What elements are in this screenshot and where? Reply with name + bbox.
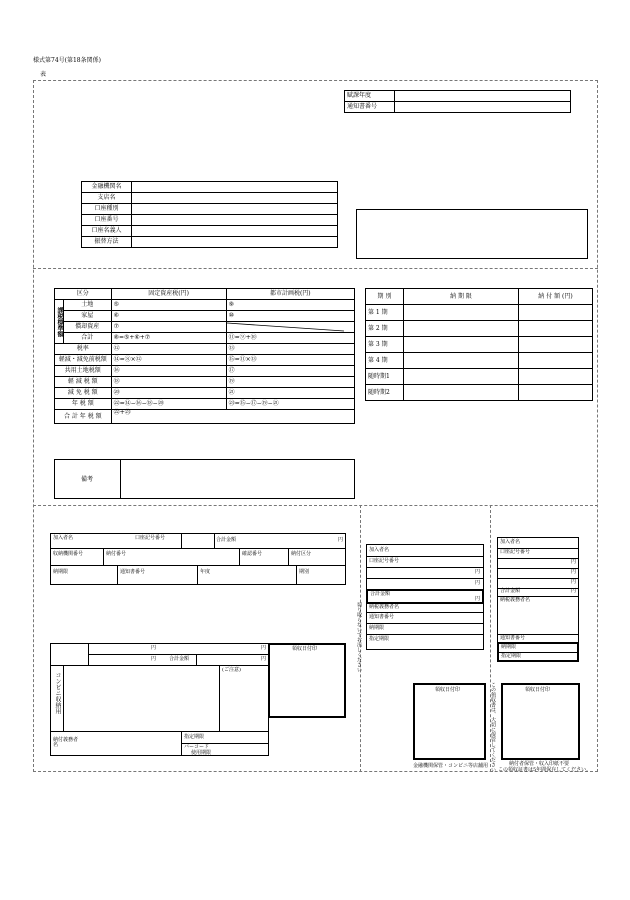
- period-3: 第 3 期: [366, 337, 404, 353]
- period-4: 第 4 期: [366, 353, 404, 369]
- remarks-label: 備考: [81, 476, 94, 483]
- row-land-fixed: ⑤: [111, 300, 226, 311]
- conv-yen-4: 円: [261, 656, 267, 662]
- row-shared-label: 共用土地税額: [55, 366, 112, 377]
- right-obligor: 納税義務者名: [500, 597, 531, 603]
- right-account: 口座記号番号: [500, 549, 531, 555]
- row-relief-label: 軽 減 税 額: [55, 377, 112, 388]
- row-house-label: 家屋: [64, 311, 112, 322]
- row-annual-city: ㉓=⑮−⑰−⑲−㉑: [226, 399, 354, 410]
- row-pre-city: ⑮=⑪×⑬: [226, 355, 354, 366]
- row-depreciable-label: 償却資産: [64, 322, 112, 333]
- conv-payer-name: 納付義務者名: [53, 737, 79, 748]
- conv-barcode-sub: 使用期限: [191, 750, 212, 756]
- branch-label: 支店名: [82, 193, 132, 204]
- right-payer: 加入者名: [500, 539, 521, 545]
- right-yen-1: 円: [571, 559, 577, 565]
- right-vertical-note: この領収書は、大切に保管してください: [490, 682, 496, 772]
- account-no-label: 口座番号: [82, 215, 132, 226]
- row-rate-city: ⑬: [226, 344, 354, 355]
- period-extra-1: 随時期1: [366, 369, 404, 385]
- right-yen-2: 円: [571, 569, 577, 575]
- col-period: 期 別: [366, 289, 404, 305]
- period-1: 第 1 期: [366, 305, 404, 321]
- slip-left-notice-no: 通知書番号: [120, 569, 146, 575]
- col-city: 都市計画税(円): [226, 289, 354, 300]
- mid-total: 合計金額: [370, 591, 391, 597]
- conv-note: (ご注意): [222, 667, 241, 673]
- mid-vertical-note: 切り取らないでお出しください: [356, 602, 362, 672]
- transfer-slip: [50, 533, 346, 585]
- address-box: [356, 209, 588, 259]
- account-holder-label: 口座名義人: [82, 226, 132, 237]
- right-yen-3: 円: [571, 579, 577, 585]
- row-pre-fixed: ⑭=⑧×⑫: [111, 355, 226, 366]
- col-due-date: 納 期 限: [404, 289, 519, 305]
- diagonal-line: [227, 322, 354, 332]
- right-designated: 指定期限: [501, 653, 522, 659]
- col-fixed: 固定資産税(円): [111, 289, 226, 300]
- conv-stamp-label: 領収日付印: [292, 646, 318, 652]
- conv-total-label: 合計金額: [169, 656, 190, 662]
- row-relief-city: ⑲: [226, 377, 354, 388]
- row-rate-fixed: ⑫: [111, 344, 226, 355]
- notice-info-table: [344, 90, 571, 113]
- slip-left-pay-no: 納付番号: [106, 551, 127, 557]
- basis-label: 課税標準額: [56, 306, 63, 337]
- row-relief-fixed: ⑱: [111, 377, 226, 388]
- mid-yen-3: 円: [475, 596, 481, 602]
- right-stamp-box: [501, 683, 580, 760]
- row-total-city: ⑪=⑨+⑩: [226, 333, 354, 344]
- conv-stamp-box: [268, 643, 346, 718]
- row-pre-label: 軽減・減免前税額: [55, 355, 112, 366]
- fold-line-2: [33, 505, 598, 506]
- fold-line-1: [33, 268, 598, 269]
- mid-bottom-note: 金融機関保管・コンビニ等店舗用: [413, 763, 489, 769]
- mid-account: 口座記号番号: [369, 558, 400, 564]
- slip-left-payer: 加入者名: [53, 535, 74, 541]
- row-exempt-city: ㉑: [226, 388, 354, 399]
- right-period-box: [497, 642, 579, 662]
- slip-left-collection-no: 収納機関番号: [53, 551, 84, 557]
- row-rate-label: 税率: [55, 344, 112, 355]
- slip-left-confirm-no: 確認番号: [242, 551, 263, 557]
- mid-designated: 指定期限: [369, 636, 390, 642]
- notice-no-label: 通知書番号: [345, 102, 395, 113]
- bank-name-label: 金融機関名: [82, 182, 132, 193]
- right-slip: [497, 537, 579, 662]
- slip-left-pay-kubun: 納付区分: [291, 551, 312, 557]
- right-period: 納期限: [501, 644, 517, 650]
- col-amount: 納 付 額 (円): [519, 289, 593, 305]
- row-land-label: 土地: [64, 300, 112, 311]
- row-annual-fixed: ㉒=⑭−⑯−⑱−⑳: [111, 399, 226, 410]
- right-yen-4: 円: [571, 588, 577, 594]
- installments-table: [365, 288, 593, 401]
- mid-total-box: [366, 589, 484, 604]
- slip-left-period: 納期限: [53, 569, 69, 575]
- row-house-fixed: ⑥: [111, 311, 226, 322]
- remarks-box: [54, 459, 355, 499]
- right-notice: 通知書番号: [500, 635, 526, 641]
- right-stamp-label: 領収日付印: [525, 687, 551, 693]
- conv-vertical-label: コンビニ収納用: [54, 672, 61, 714]
- conv-yen-2: 円: [261, 645, 267, 651]
- notice-no-value: [395, 102, 571, 113]
- convenience-slip: [50, 643, 269, 756]
- row-exempt-label: 減 免 税 額: [55, 388, 112, 399]
- row-total-label: 合計: [64, 333, 112, 344]
- col-kubun: 区分: [55, 289, 112, 300]
- row-land-city: ⑨: [226, 300, 354, 311]
- mid-obligor: 納税義務者名: [369, 604, 400, 610]
- mid-payer: 加入者名: [369, 547, 390, 553]
- row-grand-label: 合 計 年 税 額: [55, 410, 112, 424]
- right-bottom-note-1: 納付者保管・収入印紙不要: [509, 761, 570, 767]
- slip-left-account: 口座記号番号: [135, 535, 166, 541]
- right-total: 合計金額: [500, 588, 521, 594]
- row-shared-city: ⑰: [226, 366, 354, 377]
- side-label: 表: [40, 71, 47, 78]
- right-bottom-note-2: この領収証書は5年間保存してください。: [498, 767, 592, 773]
- slip-left-kibetsu: 期別: [299, 569, 310, 575]
- account-type-label: 口座種別: [82, 204, 132, 215]
- tax-table: [54, 288, 355, 424]
- mid-stamp-label: 領収日付印: [435, 687, 461, 693]
- slip-left-total: 合計金額: [216, 537, 237, 543]
- fiscal-year-label: 賦課年度: [345, 91, 395, 102]
- slip-left-year: 年度: [200, 569, 211, 575]
- mid-yen-1: 円: [475, 569, 481, 575]
- fiscal-year-value: [395, 91, 571, 102]
- period-extra-2: 随時期2: [366, 385, 404, 401]
- row-annual-label: 年 税 額: [55, 399, 112, 410]
- conv-barcode-label: バーコード: [184, 744, 210, 750]
- mid-yen-2: 円: [475, 580, 481, 586]
- mid-period: 納期限: [369, 625, 385, 631]
- row-depreciable-fixed: ⑦: [111, 322, 226, 333]
- form-id: 様式第74号(第18条関係): [33, 57, 101, 64]
- conv-yen-3: 円: [151, 656, 157, 662]
- row-house-city: ⑩: [226, 311, 354, 322]
- row-depreciable-city: [226, 322, 354, 333]
- row-shared-fixed: ⑯: [111, 366, 226, 377]
- conv-designated: 指定期限: [184, 734, 205, 740]
- row-exempt-fixed: ⑳: [111, 388, 226, 399]
- slip-left-yen: 円: [338, 537, 344, 543]
- row-total-fixed: ⑧=⑤+⑥+⑦: [111, 333, 226, 344]
- mid-slip: [366, 544, 484, 650]
- period-2: 第 2 期: [366, 321, 404, 337]
- mid-notice: 通知書番号: [369, 614, 395, 620]
- conv-yen-1: 円: [151, 645, 157, 651]
- row-grand-value: ㉒+㉓: [111, 410, 354, 424]
- bank-info-table: [81, 181, 338, 248]
- mid-stamp-box: [413, 683, 486, 760]
- transfer-method-label: 振替方法: [82, 237, 132, 248]
